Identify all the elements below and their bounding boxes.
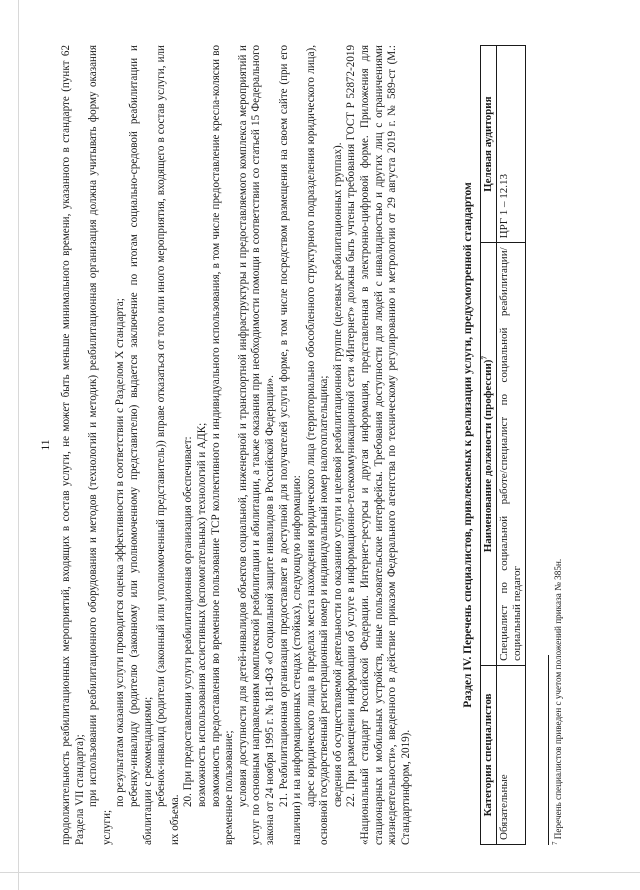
body-text <box>60 45 413 845</box>
header-category-label: Категория специалистов <box>482 693 494 817</box>
paragraph: по результатам оказания услуги проводится оценка эффективности в соответствии с Разделом X стандарта; <box>114 298 127 807</box>
paragraph: адрес юридического лица в пределах места нахождения юридического лица (территориально обособленного структурного подразделения юридического лица), основной государственный регистрационный номер и индивидуальный номер налогоплательщика; <box>304 45 331 845</box>
paragraph: сведения об осуществляемой деятельности по оказанию услуги и целевой реабилитационной группе (целевых реабилитационных группах). <box>331 142 344 807</box>
footnote-text: Перечень специалистов приведен с учетом положений приказа № 385н. <box>553 558 563 840</box>
cell-category: Обязательные <box>497 665 526 844</box>
paragraph: продолжительность реабилитационных мероприятий, входящих в состав услуги, не может быть меньше минимального времени, указанного в стандарте (пункт 62 Раздела VII стандарта); <box>60 45 86 845</box>
section-title: Раздел IV. Перечень специалистов, привлекаемых к реализации услуги, предусмотренной стандартом <box>462 182 474 708</box>
specialists-table <box>480 45 526 845</box>
paragraph: 21. Реабилитационная организация предоставляет в доступной для получателей услуги форме, в том числе посредством размещения на своем сайте (при его наличии) и на информационных стендах (стойках), следующую информацию: <box>277 45 304 845</box>
paragraph: ребенок-инвалид (родители (законный или уполномоченный представитель)) вправе отказаться от того или иного мероприятия, входящего в состав услуги, или их объема. <box>155 45 181 845</box>
cell-audience: ЦРГ 1 – 12.13 <box>497 46 526 243</box>
footnote-marker: 7 <box>480 356 489 360</box>
paragraph: условия доступности для детей-инвалидов объектов социальной, инженерной и транспортной инфраструктуры и предоставляемого комплекса мероприятий и услуг по основным направлениям комплексной реабилитации и абилитации, а также оказания при необходимости помощи в соответствии со статьей 15 Федерального закона от 24 ноября 1995 г. № 181-ФЗ «О социальной защите инвалидов в Российской Федерации». <box>236 45 276 845</box>
paragraph: возможность предоставления во временное пользование ТСР коллективного и индивидуального использования, в том числе предоставление кресла-коляски во временное пользование; <box>209 45 236 845</box>
table-row <box>497 46 526 845</box>
cell-position: Специалист по социальной работе/специалист по социальной реабилитации/социальный педагог <box>497 243 526 666</box>
page-number: 11 <box>40 439 52 451</box>
footnote-divider <box>548 655 549 845</box>
rotated-document-page <box>40 45 580 845</box>
header-audience <box>481 46 497 243</box>
page-edge-line <box>18 0 19 890</box>
paragraph: 20. При предоставлении услуги реабилитационная организация обеспечивает: <box>182 436 195 807</box>
paragraph: при использовании реабилитационного оборудования и методов (технологий и методик) реабилитационная организация должна учитывать форму оказания услуги; <box>87 45 113 845</box>
header-audience-label: Целевая аудитория <box>482 96 494 192</box>
footnote-mark: 7 <box>550 841 559 845</box>
page-edge-line <box>0 872 640 873</box>
header-position-label: Наименование должности (профессии) <box>482 359 494 553</box>
header-position <box>481 243 497 666</box>
table-header-row <box>481 46 497 845</box>
footnote <box>550 45 564 845</box>
header-category <box>481 665 497 844</box>
paragraph: 22. При размещении информации об услуге в информационно-телекоммуникационной сети «Интернет» должны быть учтены требования ГОСТ Р 52872-2019 «Национальный стандарт Российской Федерации. Интернет-ресурсы и другая информация, представленная в электронно-цифровой форме. Приложения для стационарных и мобильных устройств, иные пользовательские интерфейсы. Требования доступности для людей с инвалидностью и других лиц с ограничениями жизнедеятельности», введенного в действие приказом Федерального агентства по техническому регулированию и метрологии от 29 августа 2019 г. № 589-ст (М.: Стандартинформ, 2019). <box>345 45 412 845</box>
paragraph: ребенку-инвалиду (родителю (законному или уполномоченному представителю) выдается заключение по итогам социально-средовой реабилитации и абилитации с рекомендациями; <box>127 45 154 845</box>
paragraph: возможность использования ассистивных (вспомогательных) технологий и АДК; <box>195 422 208 807</box>
